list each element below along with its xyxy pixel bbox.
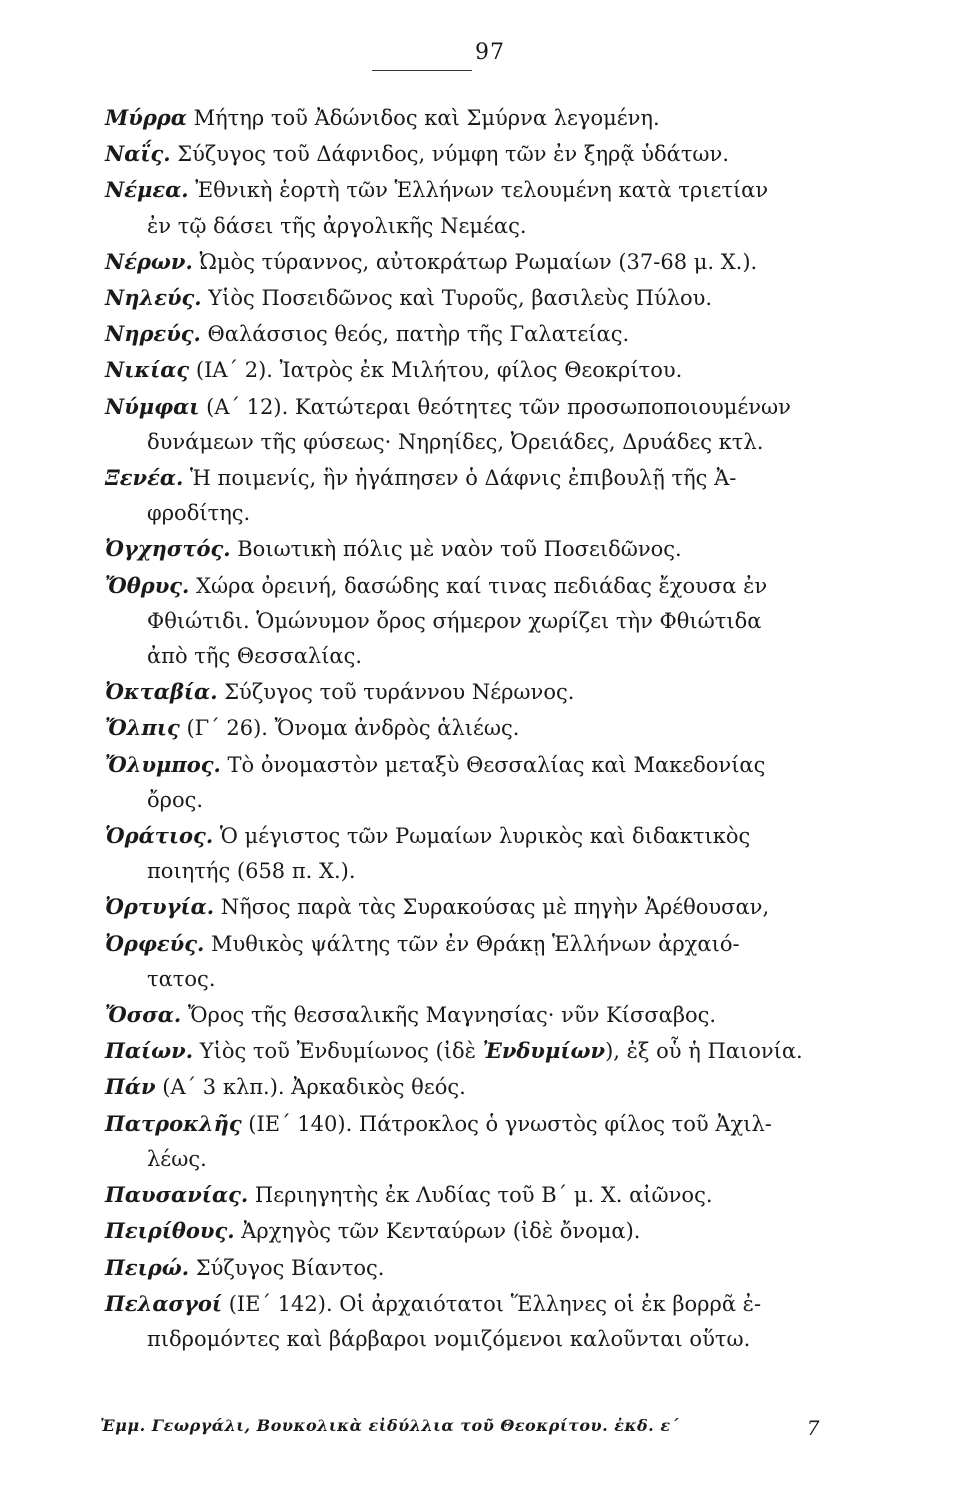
entry: [105, 568, 820, 675]
definition-continuation: Φθιώτιδι. Ὁμώνυμον ὄρος σήμερον χωρίζει τὴν Φθιώτιδα: [147, 608, 762, 633]
entry: [105, 352, 820, 388]
headword: Πάν: [105, 1074, 156, 1100]
headword: Παίων.: [105, 1038, 194, 1064]
headword: Ὀκταβία.: [105, 679, 218, 705]
definition: Νῆσος παρὰ τὰς Συρακούσας μὲ πηγὴν Ἀρέθουσαν,: [214, 895, 770, 920]
entry: [105, 1250, 820, 1286]
entry: [105, 244, 820, 280]
definition: Περιηγητὴς ἐκ Λυδίας τοῦ Β΄ μ. Χ. αἰῶνος.: [248, 1183, 713, 1208]
definition-continuation: ἀπὸ τῆς Θεσσαλίας.: [147, 644, 363, 669]
headword: Ὄλπις: [105, 715, 180, 741]
headword: Νέμεα.: [105, 177, 189, 203]
definition: (Α΄ 12). Κατώτεραι θεότητες τῶν προσωποποιουμένων: [199, 394, 791, 419]
entry: [105, 389, 820, 460]
entry: [105, 280, 820, 316]
definition-continuation: τατος.: [147, 966, 216, 991]
definition: Ὁ μέγιστος τῶν Ρωμαίων λυρικὸς καὶ διδακτικὸς: [213, 824, 751, 849]
definition: Σύζυγος Βίαντος.: [189, 1255, 385, 1280]
definition: Σύζυγος τοῦ Δάφνιδος, νύμφη τῶν ἐν ξηρᾷ ὑδάτων.: [170, 142, 730, 167]
headword: Πειρίθους.: [105, 1218, 235, 1244]
entry: [105, 1213, 820, 1249]
definition-continuation: ὄρος.: [147, 787, 204, 812]
entry: [105, 818, 820, 889]
entry: [105, 100, 820, 136]
definition: Σύζυγος τοῦ τυράννου Νέρωνος.: [217, 680, 575, 705]
signature-mark: 7: [806, 1416, 820, 1440]
headword: Νηλεύς.: [105, 285, 202, 311]
headword: Πειρώ.: [105, 1254, 190, 1280]
entry: [105, 1177, 820, 1213]
entry: [105, 997, 820, 1033]
definition-continuation: ἐν τῷ δάσει τῆς ἀργολικῆς Νεμέας.: [147, 213, 527, 238]
entry: [105, 747, 820, 818]
headword: Μύρρα: [105, 105, 187, 130]
definition: Υἱὸς τοῦ Ἐνδυμίωνος (ἰδὲ: [193, 1039, 483, 1064]
definition: Ὄρος τῆς θεσσαλικῆς Μαγνησίας· νῦν Κίσσαβος.: [181, 1003, 717, 1028]
entry: [105, 316, 820, 352]
definition: Ἀρχηγὸς τῶν Κενταύρων (ἰδὲ ὄνομα).: [234, 1219, 641, 1244]
entry: [105, 1033, 820, 1069]
entry: [105, 1106, 820, 1177]
definition: (ΙΕ΄ 142). Οἱ ἀρχαιότατοι Ἕλληνες οἱ ἐκ βορρᾶ ἐ-: [222, 1291, 762, 1316]
headword: Νέρων.: [105, 248, 193, 274]
entry: [105, 172, 820, 243]
headword: Ὄθρυς.: [105, 572, 190, 598]
headword: Παυσανίας.: [105, 1182, 249, 1208]
definition: Μήτηρ τοῦ Ἀδώνιδος καὶ Σμύρνα λεγομένη.: [186, 106, 660, 130]
cross-reference: Ἐνδυμίων: [482, 1038, 606, 1064]
headword: Ὄλυμπος.: [105, 751, 221, 777]
definition: Ἐθνικὴ ἑορτὴ τῶν Ἑλλήνων τελουμένη κατὰ τριετίαν: [188, 178, 769, 203]
entry: [105, 710, 820, 746]
definition: (Α΄ 3 κλπ.). Ἀρκαδικὸς θεός.: [155, 1075, 466, 1100]
headword: Νηρεύς.: [105, 321, 201, 347]
definition: Θαλάσσιος θεός, πατὴρ τῆς Γαλατείας.: [200, 322, 630, 347]
definition: ), ἐξ οὗ ἡ Παιονία.: [605, 1039, 803, 1064]
entry: [105, 889, 820, 925]
definition-continuation: λέως.: [147, 1146, 207, 1171]
headword: Ὄσσα.: [105, 1002, 182, 1028]
definition: Ἡ ποιμενίς, ἣν ἠγάπησεν ὁ Δάφνις ἐπιβουλῇ τῆς Ἀ-: [183, 466, 737, 491]
headword: Ὀρφεύς.: [105, 930, 205, 956]
definition: Τὸ ὀνομαστὸν μεταξὺ Θεσσαλίας καὶ Μακεδονίας: [220, 752, 766, 777]
entry: [105, 531, 820, 567]
headword: Νύμφαι: [105, 393, 200, 419]
definition: (ΙΑ΄ 2). Ἰατρὸς ἐκ Μιλήτου, φίλος Θεοκρίτου.: [189, 358, 683, 383]
headword: Ὀγχηστός.: [105, 536, 231, 562]
headword: Ὀρτυγία.: [105, 894, 215, 920]
headword: Νικίας: [105, 357, 190, 383]
definition: (Γ΄ 26). Ὄνομα ἀνδρὸς ἁλιέως.: [179, 716, 520, 741]
page-number: 97: [475, 40, 505, 65]
header-rule: [372, 70, 472, 71]
entry: [105, 1286, 820, 1357]
definition: Βοιωτικὴ πόλις μὲ ναὸν τοῦ Ποσειδῶνος.: [230, 537, 682, 562]
headword: Ναΐς.: [105, 141, 171, 167]
definition: Μυθικὸς ψάλτης τῶν ἐν Θράκῃ Ἑλλήνων ἀρχαιό-: [204, 931, 740, 956]
definition: Ὠμὸς τύραννος, αὐτοκράτωρ Ρωμαίων (37-68 μ. Χ.).: [192, 249, 758, 274]
definition: Χώρα ὀρεινή, δασώδης καί τινας πεδιάδας ἔχουσα ἐν: [189, 573, 768, 598]
definition: Υἱὸς Ποσειδῶνος καὶ Τυροῦς, βασιλεὺς Πύλου.: [201, 286, 713, 311]
headword: Πελασγοί: [105, 1290, 223, 1316]
headword: Πατροκλῆς: [105, 1110, 242, 1136]
entry: [105, 460, 820, 531]
entry: [105, 136, 820, 172]
entry: [105, 1069, 820, 1105]
page-footer: [100, 1416, 820, 1440]
definition-continuation: δυνάμεων τῆς φύσεως· Νηρηίδες, Ὀρειάδες, Δρυάδες κτλ.: [147, 429, 764, 454]
glossary-entries: [105, 100, 820, 1357]
footer-citation: Ἐμμ. Γεωργάλι, Βουκολικὰ εἰδύλλια τοῦ Θεοκρίτου. ἐκδ. ε΄: [100, 1416, 680, 1435]
definition: (ΙΕ΄ 140). Πάτροκλος ὁ γνωστὸς φίλος τοῦ Ἀχιλ-: [241, 1111, 772, 1136]
headword: Ὁράτιος.: [105, 823, 214, 849]
entry: [105, 674, 820, 710]
headword: Ξενέα.: [105, 465, 184, 491]
definition-continuation: ποιητής (658 π. Χ.).: [147, 859, 356, 884]
definition-continuation: φροδίτης.: [147, 501, 251, 526]
entry: [105, 926, 820, 997]
definition-continuation: πιδρομόντες καὶ βάρβαροι νομιζόμενοι καλοῦνται οὕτω.: [147, 1326, 751, 1351]
